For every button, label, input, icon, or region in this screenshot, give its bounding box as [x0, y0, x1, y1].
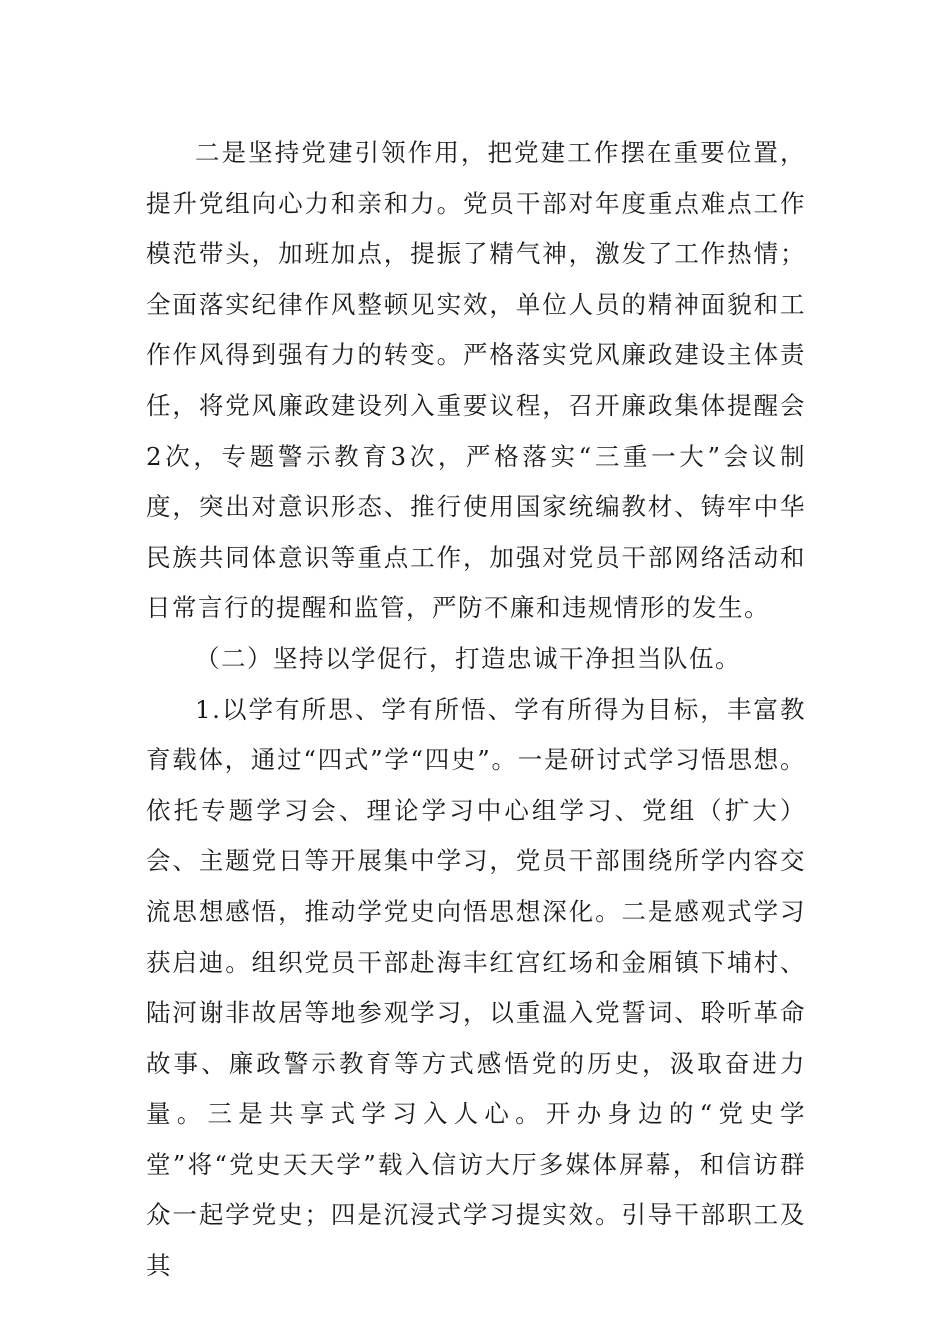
paragraph-party-building: 二是坚持党建引领作用，把党建工作摆在重要位置，提升党组向心力和亲和力。党员干部对年度重点难点工作模范带头，加班加点，提振了精气神，激发了工作热情；全面落实纪律作风整顿见实效，单位人员的精神面貌和工作作风得到强有力的转变。严格落实党风廉政建设主体责任，将党风廉政建设列入重要议程，召开廉政集体提醒会2次，专题警示教育3次，严格落实“三重一大”会议制度，突出对意识形态、推行使用国家统编教材、铸牢中华民族共同体意识等重点工作，加强对党员干部网络活动和日常言行的提醒和监管，严防不廉和违规情形的发生。 — [146, 138, 806, 623]
section-heading-2: （二）坚持以学促行，打造忠诚干净担当队伍。 — [195, 643, 741, 673]
document-body — [146, 128, 806, 1292]
paragraph-study-methods: 1.以学有所思、学有所悟、学有所得为目标，丰富教育载体，通过“四式”学“四史”。一是研讨式学习悟思想。依托专题学习会、理论学习中心组学习、党组（扩大）会、主题党日等开展集中学习，党员干部围绕所学内容交流思想感悟，推动学党史向悟思想深化。二是感观式学习获启迪。组织党员干部赴海丰红宫红场和金厢镇下埔村、陆河谢非故居等地参观学习，以重温入党誓词、聆听革命故事、廉政警示教育等方式感悟党的历史，汲取奋进力量。三是共享式学习入人心。开办身边的“党史学堂”将“党史天天学”载入信访大厅多媒体屏幕，和信访群众一起学党史；四是沉浸式学习提实效。引导干部职工及其 — [146, 694, 806, 1281]
